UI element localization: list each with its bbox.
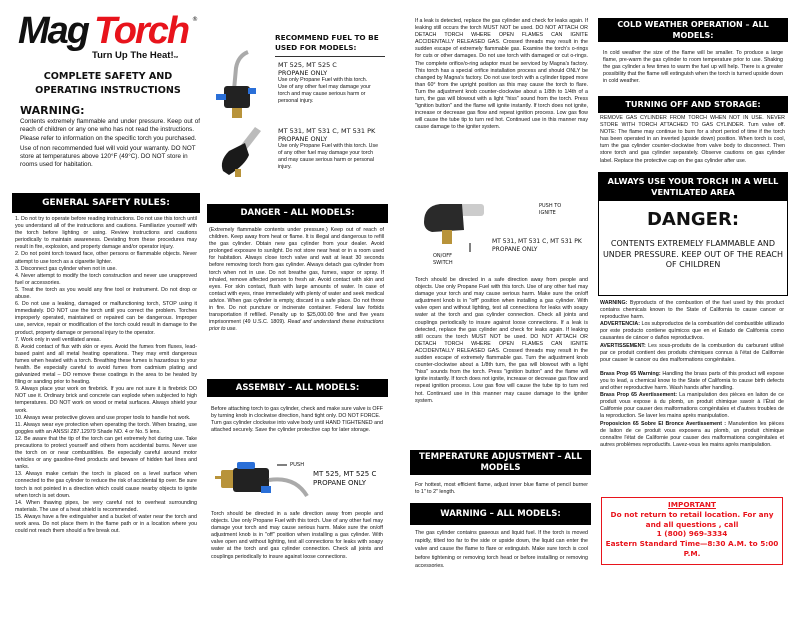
warning-text: Contents extremely flammable and under pressure. Keep out of reach of children or any one who has not read the instructions. Please refer to information on the specific torch you purchased. Use of non recommended fuel will void your warranty. DO NOT store at temperatures above 120°F (49°C). DO NOT store in rooms used for habitation. xyxy=(20,118,200,169)
rule: 2. Do not point torch toward face, other persons or flammable objects. Never attempt to use torch as a cigarette lighter. xyxy=(15,251,197,265)
prop65-item: ADVERTENCIA: Los subproductos de la combustión del combustible utilizado por este producto contiene químicos que en el Estado de California como causantes de cáncer o daños reproductivos. xyxy=(600,321,785,342)
leak-text: If a leak is detected, replace the gas cylinder and check for leaks again. If leaking still occurs the torch MUST NOT be used. DO NOT ATTACH OR DETACH TORCH WHERE OPEN FLAMES CAN IGNITE ACCIDENTALLY RELEASED GAS. Crossed threads may result in the sudden escape of extremely flammable gas. Examine the torch's o-rings for cuts or other damages. Do not use torch with damaged or cut o-rings. The complete orifice/o-ring adaptor must be serviced by Magna's factory. This torch has a special orifice installation process and should ONLY be changed by Magna's factory. Do not use torch with a cylinder tipped more than 60° from the upright position as this may cause the torch to flare. Turn the adjustment knob counter-clockwise about a 1/8th to 1/4th of a turn, the gas will blowout with a light "hiss" sound from the torch. Press "ignition button" and the flame will ignite instantly. If torch does not ignite, increase or decrease gas flow and repeat ignition process. Low gas flow will cause the tube tip to turn red hot. Continued use in this manner may cause damage to the igniter system. xyxy=(415,18,588,131)
assembly-heading: ASSEMBLY – ALL MODELS: xyxy=(207,379,388,397)
rule: 3. Disconnect gas cylinder when not in use. xyxy=(15,265,117,272)
prop65-warnings xyxy=(600,300,784,449)
logo-tagline: Turn Up The Heat!TM xyxy=(92,50,178,61)
phone-number: 1 (800) 969-3334 xyxy=(656,529,728,539)
prop65-item: Proposicion 65 Sobre El Bronce Avertissement : Manutention les pièces de laiton de ce produit vous exposera au plomb, un produit chimique connaître l'état de Californie pour causer des malformations congénitales et autres problèmes reproductifs. Lavez-vous les mains après manipulation. xyxy=(600,420,784,448)
rule: 15. Always have a fire extinguisher and a bucket of water near the torch and work area. Do not place them in the flame path or in a location where you could not reach them should a fire break out. xyxy=(15,513,197,535)
torch-mt531-ignite-image xyxy=(418,200,488,252)
rule: 4. Never attempt to modify the torch construction and never use unapproved fuel or accessories. xyxy=(15,272,197,286)
cold-weather-text: In cold weather the size of the flame will be smaller. To produce a large flame, pre-warm the gas cylinder to room temperature prior to use. Shaking the gas cylinder a few times to warm the fuel up will help. There is a greater possibility that the flame will extinguish when the torch is turned upside down in cold weather. xyxy=(603,50,783,85)
danger-big-text: CONTENTS EXTREMELY FLAMMABLE AND UNDER PRESSURE. KEEP OUT OF THE REACH OF CHILDREN xyxy=(602,239,784,269)
logo-registered: ® xyxy=(192,16,198,23)
prop65-item: AVERTISSEMENT: Les sous-produits de la combustion du carburant utilisé par ce produit contient des produits chimiques connus à l'état de Californie pour causer le cancer ou des malformations congénitales. xyxy=(600,342,784,363)
ventilated-area-heading: ALWAYS USE YOUR TORCH IN A WELL VENTILATED AREA xyxy=(599,173,787,201)
warning-all-models-text: The gas cylinder contains gaseous and liquid fuel. If the torch is moved rapidly, tilted too far to the side or upside down, the liquid can enter the valve and cause the flame to flare or extinguish. Make sure torch is cool before tightening or removing torch head or before installing or removing accessories. xyxy=(415,530,588,569)
assembly-text: Before attaching torch to gas cylinder, check and make sure valve is OFF by turning knob in clockwise direction, hand tight only. DO NOT FORCE. Turn gas cylinder clockwise into valve body until HAND TIGHTENED and attached securely. Save the cylinder protective cap for later storage. xyxy=(211,406,383,434)
push-label: PUSH xyxy=(290,462,305,468)
push-to-ignite-label: PUSH TO IGNITE xyxy=(539,203,562,216)
assembly-text-2: Torch should be directed in a safe direction away from people and objects. Use only Propane Fuel with this torch. Use of any other fuel may damage your torch and may cause serious harm. Make sure the on/off adjustment knob is in "off" position when installing a gas cylinder. With valve open and without lighting, test all connections for leaks with soapy water at the torch and gas cylinder connection. Check all joints and couplings periodically to insure against loose connections. xyxy=(211,511,383,560)
danger-big-heading: DANGER: xyxy=(646,209,740,230)
general-safety-rules xyxy=(15,216,197,535)
page-title: COMPLETE SAFETY AND OPERATING INSTRUCTIONS xyxy=(35,71,181,96)
mag-torch-logo xyxy=(18,10,198,52)
rule: 7. Work only in well ventilated areas. xyxy=(15,336,101,343)
recommend-fuel-heading: RECOMMEND FUEL TO BE USED FOR MODELS: xyxy=(275,33,385,57)
danger-all-models-heading: DANGER – ALL MODELS: xyxy=(207,204,388,223)
cold-weather-heading: COLD WEATHER OPERATION – ALL MODELS: xyxy=(598,18,788,42)
assembly-model-label: MT 525, MT 525 C PROPANE ONLY xyxy=(313,470,377,487)
danger-all-models-text: (Extremely flammable contents under pressure.) Keep out of reach of children. Keep away from heat or flame. It is illegal and dangerous to refill the gas cylinder. Obtain new gas cylinder from your dealer. Avoid prolonged exposure to sunlight. Do not store near heat or in a room used for habitation. Always close torch valve and wait at least 30 seconds before removing torch from gas cylinder. Always detach gas cylinder from torch when not in use. Do not breathe gas, fumes, vapor or spray. If inhaled, remove affected person to fresh air. Avoid contact with skin and eyes. For skin contact, flush with large amounts of water. In case of contact with eyes, rinse immediately with plenty of water and seek medical advice. When gas cylinder is empty, discard in a safe place. Do not throw in fire. Do not puncture or incinerate container. Federal law forbids transportation if refilled. Penalty up to $25,000.00 fine and five years imprisonment (49 U.S.C. 1809). Read and understand these instructions prior to use. xyxy=(209,227,385,333)
warning-heading: WARNING: xyxy=(20,104,85,117)
temperature-adjustment-heading: TEMPERATURE ADJUSTMENT – ALL MODELS xyxy=(410,450,591,475)
prop65-item: Brass Prop 65 Avertissement: La manipulation des pièces en laiton de ce produit vous expose à du plomb, un produit chimique savoir à l'État de Californie pour causer des malformations congénitales et d'autres troubles de la reproduction. Se laver les mains après manipulation. xyxy=(600,392,784,420)
rule: 11. Always wear eye protection when operating the torch. When brazing, use goggles with an ANSSI Z87.12979 Shade NO. 4 or No. 5 lens. xyxy=(15,421,197,435)
general-safety-heading: GENERAL SAFETY RULES: xyxy=(12,193,200,213)
fuel-model-mt531: MT 531, MT 531 C, MT 531 PK PROPANE ONLY Use only Propane Fuel with this torch. Use of any other fuel may damage your torch and may cause serious harm or personal injury. xyxy=(278,127,379,170)
important-notice: IMPORTANT Do not return to retail location. For any and all questions , call 1 (800) 969-3334 Eastern Standard Time—8:30 A.M. to 5:00 P.M. xyxy=(601,497,783,565)
prop65-item: Brass Prop 65 Warning: Handling the brass parts of this product will expose you to lead, a chemical know to the State of California to cause birth defects and other reproductive harm. Wash hands after handling. xyxy=(600,370,784,392)
warning-all-models-heading: WARNING – ALL MODELS: xyxy=(410,503,591,525)
logo-mag: Mag xyxy=(18,10,88,52)
turning-off-heading: TURNING OFF AND STORAGE: xyxy=(598,96,788,113)
rule: 13. Always make certain the torch is placed on a level surface when connected to the gas cylinder to reduce the risk of accidental tip over. Be sure torch is not pointed in a direction which could cause nearby objects to ignite when torch is set down. xyxy=(15,471,197,499)
torch-mt525-image xyxy=(214,50,262,120)
on-off-switch-label: ON/OFF SWITCH xyxy=(433,253,453,266)
ignite-model-label: MT 531, MT 531 C, MT 531 PK PROPANE ONLY xyxy=(492,238,582,253)
prop65-item: WARNING: Byproducts of the combustion of the fuel used by this product contains chemicals known to the State of California to cause cancer or reproductive harm. xyxy=(600,300,784,321)
danger-box xyxy=(598,172,788,296)
rule: 6. Do not use a leaking, damaged or malfunctioning torch, STOP using it immediately. DO NOT use the torch until you correct the problem. Torches improperly operated, maintained or repaired can be dangerous. Improper use, service, repair or modification of the torch could result in damage to the product, property damage or personal injury to the operator. xyxy=(15,301,197,336)
turning-off-text: REMOVE GAS CYLINDER FROM TORCH WHEN NOT IN USE. NEVER STORE WITH TORCH ATTACHED TO GAS CYLINDER. Turn valve off. NOTE: The flame may continue to burn for a short period of time if the torch has been operated in an inverted (upside down) position. When torch is cool, turn the gas cylinder counter-clockwise from valve body to disconnect. Then store torch and gas cylinder separately. Observe cautions on gas cylinder label. Replace the protective cap on the gas cylinder after use. xyxy=(600,115,785,164)
logo-torch: Torch xyxy=(94,10,189,52)
rule: 14. When thawing pipes, be very careful not to overheat surrounding materials. The use of a heat shield is recommended. xyxy=(15,499,197,513)
rule: 1. Do not try to operate before reading instructions. Do not use this torch until you understand all of the instructions and cautions. Familiarize yourself with the torch before lighting or using. Review instructions and cautions periodically to maintain awareness. Deviating from these procedures may result in fire, explosion, and property damage and/or operator injury. xyxy=(15,216,197,251)
rule: 8. Avoid contact of flux with skin or eyes. Avoid the fumes from fluxes, lead-based paint and all metal heating operations. They may emit dangerous fumes when heated with a torch. Breathing these fumes is hazardous to your health. Be especially careful to avoid fumes from cadmium plating and galvanized metal – DO remove these coatings in the area to be heated by filing or sanding prior to heating. xyxy=(15,343,197,386)
rule: 9. Always place your work on firebrick. If you are not sure it is firebrick DO NOT use it. Ordinary brick and concrete can explode when subjected to high temperatures. DO NOT work on wood or metal surfaces. Always shield your work. xyxy=(15,386,197,414)
ignite-text: Torch should be directed in a safe direction away from people and objects. Use only Propane Fuel with this torch. Use of any other fuel may damage your torch and may cause serious harm. Make sure the on/off adjustment knob is in "off" position when installing a gas cylinder. With valve open and without lighting, test all connections for leaks with soapy water at the torch and gas cylinder connection. Check all joints and couplings periodically to insure against loose connections. If a leak is detected, replace the gas cylinder and check for leaks again. If leaking still occurs the torch MUST NOT be used. DO NOT ATTACH OR DETACH TORCH WHERE OPEN FLAMES CAN IGNITE ACCIDENTALLY RELEASED GAS. Crossed threads may result in the sudden escape of extremely flammable gas. Turn the adjustment knob counter-clockwise about a 1/8th turn, the gas will blowout with a light "hiss" sounds from the torch. Press "ignition button" and the flame will ignite instantly. If torch does not ignite, increase or decrease gas flow and repeat ignition process. Low gas flow will cause the tube tip to turn red hot. Continued use in this manner may cause damage to the igniter system. xyxy=(415,277,588,404)
temperature-text: For hottest, most efficient flame, adjust inner blue flame of pencil burner to 1" to 2" length. xyxy=(415,482,588,496)
fuel-model-mt525: MT 525, MT 525 C PROPANE ONLY Use only Propane Fuel with this torch. Use of any other fuel may damage your torch and may cause serious harm or personal injury. xyxy=(278,61,371,104)
torch-mt531-image xyxy=(215,125,263,180)
rule: 12. Be aware that the tip of the torch can get extremely hot during use. Take precautions to protect yourself and others from accidental burns. Never use the torch on or near combustibles. Be especially careful around motor vehicles or any gasoline-fired products and beware of hidden fuel lines and tanks. xyxy=(15,435,197,471)
rule: 10. Always wear protective gloves and use proper tools to handle hot work. xyxy=(15,414,191,421)
rule: 5. Treat the torch as you would any fine tool or instrument. Do not drop or abuse. xyxy=(15,286,197,301)
